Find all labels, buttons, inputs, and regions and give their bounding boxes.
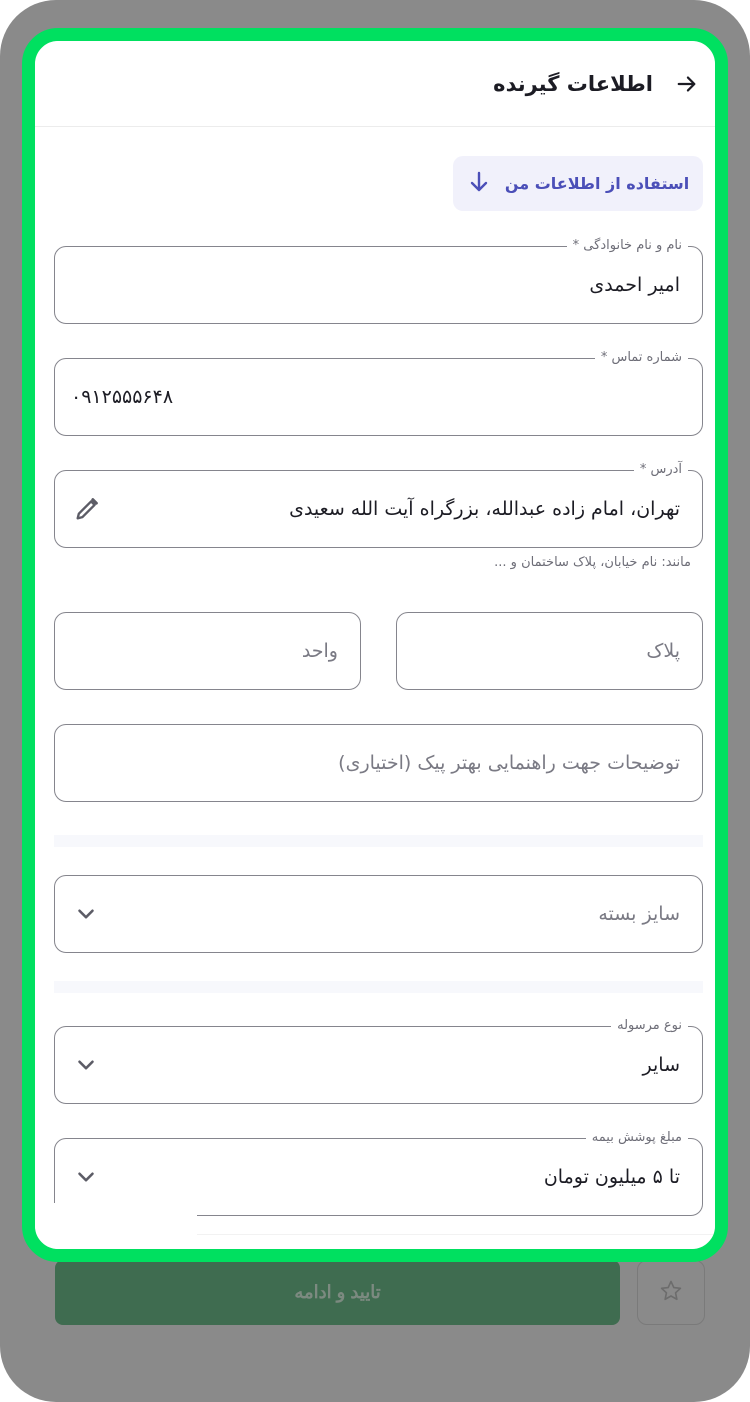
- full-name-label: نام و نام خانوادگی *: [567, 237, 688, 255]
- arrow-right-icon[interactable]: [675, 72, 699, 96]
- unit-field[interactable]: [54, 612, 361, 690]
- address-field[interactable]: [54, 462, 703, 548]
- insurance-amount-label: مبلغ پوشش بیمه: [586, 1129, 688, 1147]
- insurance-amount-value: تا ۵ میلیون تومان: [543, 1166, 680, 1188]
- confirm-continue-button[interactable]: تایید و ادامه: [55, 1260, 620, 1325]
- address-value: تهران، امام زاده عبدالله، بزرگراه آیت الله سعیدی: [289, 498, 680, 520]
- package-size-placeholder: سایز بسته: [598, 903, 680, 925]
- chevron-down-icon: [73, 1027, 99, 1103]
- shipment-type-label: نوع مرسوله: [611, 1017, 688, 1035]
- phone-label: شماره تماس *: [595, 349, 688, 367]
- phone-value: ۰۹۱۲۵۵۵۶۴۸: [71, 386, 174, 408]
- plaque-field[interactable]: [396, 612, 703, 690]
- favorite-button[interactable]: [637, 1260, 705, 1325]
- section-divider: [54, 835, 703, 847]
- bottom-action-bar: [55, 1260, 705, 1326]
- phone-field[interactable]: [54, 350, 703, 436]
- description-placeholder: توضیحات جهت راهنمایی بهتر پیک (اختیاری): [338, 752, 680, 774]
- full-name-value: امیر احمدی: [589, 274, 680, 296]
- address-label: آدرس *: [634, 461, 688, 479]
- address-helper-text: مانند: نام خیابان، پلاک ساختمان و ...: [494, 555, 691, 570]
- full-name-field[interactable]: [54, 238, 703, 324]
- shipment-type-value: سایر: [642, 1054, 680, 1076]
- chevron-down-icon: [73, 876, 99, 952]
- section-divider: [54, 981, 703, 993]
- plaque-placeholder: پلاک: [646, 640, 680, 662]
- use-my-info-label: استفاده از اطلاعات من: [504, 174, 690, 193]
- page-title: اطلاعات گیرنده: [493, 71, 653, 96]
- highlighted-region: [22, 28, 728, 1262]
- star-icon: [658, 1278, 684, 1307]
- arrow-down-icon: [467, 170, 491, 198]
- package-size-select[interactable]: [54, 875, 703, 953]
- description-field[interactable]: [54, 724, 703, 802]
- recipient-info-sheet: [35, 41, 715, 1249]
- unit-placeholder: واحد: [301, 640, 338, 662]
- header: [35, 41, 715, 127]
- divider: [197, 1234, 715, 1235]
- use-my-info-button[interactable]: [453, 156, 703, 211]
- shipment-type-select[interactable]: [54, 1018, 703, 1104]
- pencil-icon[interactable]: [73, 471, 101, 547]
- overlay-mask: [35, 1203, 197, 1249]
